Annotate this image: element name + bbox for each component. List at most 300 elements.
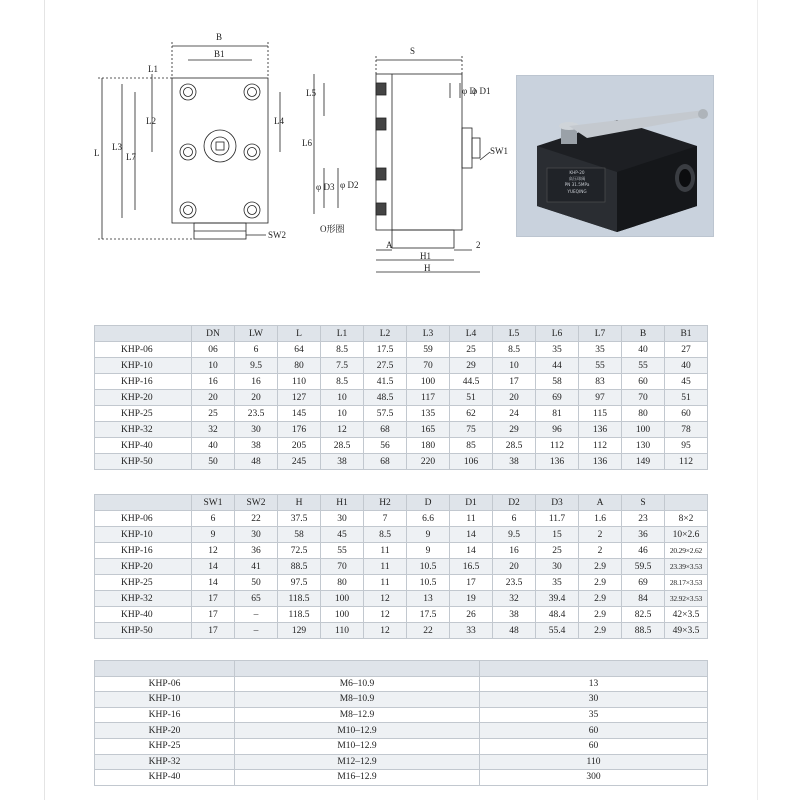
table-cell: 12	[364, 623, 407, 639]
model-cell: KHP-32	[95, 754, 235, 770]
table-cell: M12–12.9	[235, 754, 480, 770]
table-cell: 06	[192, 342, 235, 358]
table-cell: 10	[321, 390, 364, 406]
table-header-row	[95, 495, 708, 511]
table-cell: 30	[235, 422, 278, 438]
model-cell: KHP-16	[95, 543, 192, 559]
table-cell: 10×2.6	[665, 527, 708, 543]
dim-label-l6: L6	[302, 138, 312, 148]
table-cell: 7.5	[321, 358, 364, 374]
table-cell: 29	[450, 358, 493, 374]
table-cell: 28.5	[493, 438, 536, 454]
table-header-row	[95, 661, 708, 677]
table-cell: 136	[536, 454, 579, 470]
table-cell: 58	[536, 374, 579, 390]
table-cell: 81	[536, 406, 579, 422]
table-cell: 28.17×3.53	[665, 575, 708, 591]
table-cell: 23.39×3.53	[665, 559, 708, 575]
table-row	[95, 454, 708, 470]
column-header: H	[278, 495, 321, 511]
page-margin-line-right	[757, 0, 758, 800]
table-cell: 32.92×3.53	[665, 591, 708, 607]
column-header	[235, 661, 480, 677]
table-cell: 96	[536, 422, 579, 438]
column-header: L2	[364, 326, 407, 342]
table-cell: 2.9	[579, 591, 622, 607]
table-cell: 39.4	[536, 591, 579, 607]
table-cell: 165	[407, 422, 450, 438]
table-cell: 33	[450, 623, 493, 639]
table-cell: 100	[407, 374, 450, 390]
table-cell: 49×3.5	[665, 623, 708, 639]
table-cell: 51	[450, 390, 493, 406]
dim-label-phi-d3: φ D3	[316, 182, 335, 192]
table-cell: 2.9	[579, 623, 622, 639]
side-body-outline	[376, 74, 462, 230]
bolt-torque-table	[94, 660, 708, 786]
table-cell: 60	[665, 406, 708, 422]
table-cell: 16.5	[450, 559, 493, 575]
table-cell: 27	[665, 342, 708, 358]
table-cell: 9	[407, 527, 450, 543]
table-cell: M8–12.9	[235, 707, 480, 723]
table-cell: 23.5	[235, 406, 278, 422]
table-cell: 55	[622, 358, 665, 374]
table-cell: 75	[450, 422, 493, 438]
dim-label-sw2: SW2	[268, 230, 286, 240]
table-cell: 300	[480, 770, 708, 786]
model-cell: KHP-25	[95, 738, 235, 754]
table-cell: 80	[321, 575, 364, 591]
table-cell: 40	[665, 358, 708, 374]
table-cell: 48	[235, 454, 278, 470]
table-cell: 8.5	[364, 527, 407, 543]
table-row	[95, 374, 708, 390]
table-cell: 129	[278, 623, 321, 639]
table-cell: 27.5	[364, 358, 407, 374]
table-cell: 83	[579, 374, 622, 390]
table-row	[95, 770, 708, 786]
table-cell: M6–10.9	[235, 676, 480, 692]
table-row	[95, 390, 708, 406]
valve-illustration	[517, 76, 713, 236]
table-cell: 50	[235, 575, 278, 591]
table-cell: 2	[579, 543, 622, 559]
table-cell: 11.7	[536, 511, 579, 527]
model-cell: KHP-50	[95, 454, 192, 470]
column-header	[95, 495, 192, 511]
table-cell: 55	[321, 543, 364, 559]
table-cell: 40	[192, 438, 235, 454]
table-cell: 118.5	[278, 607, 321, 623]
column-header: D2	[493, 495, 536, 511]
table-cell: 68	[364, 422, 407, 438]
table-cell: 17.5	[407, 607, 450, 623]
table-cell: 12	[364, 591, 407, 607]
table-cell: 115	[579, 406, 622, 422]
table-cell: 14	[192, 559, 235, 575]
table-cell: 100	[321, 591, 364, 607]
table-cell: 17	[493, 374, 536, 390]
column-header: L4	[450, 326, 493, 342]
table-cell: 35	[536, 575, 579, 591]
table-cell: 38	[493, 454, 536, 470]
table-cell: 149	[622, 454, 665, 470]
table-cell: 95	[665, 438, 708, 454]
model-cell: KHP-16	[95, 707, 235, 723]
table-cell: 65	[235, 591, 278, 607]
table-cell: 8.5	[321, 374, 364, 390]
column-header: L6	[536, 326, 579, 342]
table-cell: 16	[235, 374, 278, 390]
model-cell: KHP-40	[95, 438, 192, 454]
column-header: H2	[364, 495, 407, 511]
table-cell: 45	[321, 527, 364, 543]
table-cell: 97.5	[278, 575, 321, 591]
table-cell: 88.5	[622, 623, 665, 639]
nameplate-line-2: 高压球阀	[568, 176, 586, 182]
table-row	[95, 607, 708, 623]
table-cell: 69	[622, 575, 665, 591]
table-cell: 22	[407, 623, 450, 639]
model-cell: KHP-10	[95, 358, 192, 374]
table-cell: 12	[192, 543, 235, 559]
model-cell: KHP-32	[95, 591, 192, 607]
column-header: SW1	[192, 495, 235, 511]
table-cell: 58	[278, 527, 321, 543]
table-cell: 17	[192, 591, 235, 607]
model-cell: KHP-40	[95, 607, 192, 623]
table-cell: 22	[235, 511, 278, 527]
table-cell: 110	[278, 374, 321, 390]
model-cell: KHP-25	[95, 406, 192, 422]
table-cell: 10.5	[407, 559, 450, 575]
dim-label-phi-d1: φ D1	[472, 86, 491, 96]
dim-label-l2: L2	[146, 116, 156, 126]
table-cell: 14	[450, 543, 493, 559]
table-row	[95, 623, 708, 639]
table-cell: 38	[493, 607, 536, 623]
dim-label-phi-d: φ D	[462, 86, 476, 96]
column-header: B1	[665, 326, 708, 342]
table-cell: 2.9	[579, 607, 622, 623]
table-cell: 20	[493, 390, 536, 406]
table-cell: 118.5	[278, 591, 321, 607]
table-cell: 13	[480, 676, 708, 692]
table-cell: 11	[364, 559, 407, 575]
table-cell: 30	[321, 511, 364, 527]
table-row	[95, 591, 708, 607]
table-cell: 10	[321, 406, 364, 422]
table-cell: 64	[278, 342, 321, 358]
table-cell: 48.4	[536, 607, 579, 623]
table-cell: 85	[450, 438, 493, 454]
table-cell: 12	[364, 607, 407, 623]
table-cell: 62	[450, 406, 493, 422]
table-cell: M10–12.9	[235, 723, 480, 739]
table-cell: 12	[321, 422, 364, 438]
table-cell: 6	[493, 511, 536, 527]
table-cell: 19	[450, 591, 493, 607]
column-header: S	[622, 495, 665, 511]
column-header: B	[622, 326, 665, 342]
table-cell: 55	[579, 358, 622, 374]
table-cell: 15	[536, 527, 579, 543]
table-cell: 1.6	[579, 511, 622, 527]
front-view-drawing	[90, 28, 300, 258]
column-header	[665, 495, 708, 511]
table-cell: 25	[536, 543, 579, 559]
table-cell: 2.9	[579, 559, 622, 575]
table-row	[95, 438, 708, 454]
nameplate-line-1: KHP-20	[569, 170, 585, 175]
model-cell: KHP-40	[95, 770, 235, 786]
table-row	[95, 342, 708, 358]
model-cell: KHP-20	[95, 390, 192, 406]
model-cell: KHP-20	[95, 723, 235, 739]
dim-label-l1: L1	[148, 64, 158, 74]
table-cell: 17.5	[364, 342, 407, 358]
model-cell: KHP-25	[95, 575, 192, 591]
table-cell: M10–12.9	[235, 738, 480, 754]
dim-label-b: B	[216, 32, 223, 42]
column-header: A	[579, 495, 622, 511]
table-cell: 2	[579, 527, 622, 543]
model-cell: KHP-50	[95, 623, 192, 639]
table-cell: 80	[622, 406, 665, 422]
table-cell: 11	[364, 575, 407, 591]
table-cell: 117	[407, 390, 450, 406]
table-row	[95, 422, 708, 438]
table-row	[95, 723, 708, 739]
table-cell: 97	[579, 390, 622, 406]
valve-product-photo	[516, 75, 714, 237]
table-cell: 45	[665, 374, 708, 390]
table-cell: 59.5	[622, 559, 665, 575]
table-cell: 176	[278, 422, 321, 438]
table-cell: 50	[192, 454, 235, 470]
table-cell: 112	[665, 454, 708, 470]
column-header: D3	[536, 495, 579, 511]
model-cell: KHP-32	[95, 422, 192, 438]
dimension-table-2	[94, 494, 708, 639]
table-cell: 16	[192, 374, 235, 390]
table-cell: 35	[536, 342, 579, 358]
column-header: L5	[493, 326, 536, 342]
column-header: LW	[235, 326, 278, 342]
table-cell: 11	[450, 511, 493, 527]
table-cell: 8.5	[493, 342, 536, 358]
table-row	[95, 754, 708, 770]
table-cell: –	[235, 607, 278, 623]
table-cell: 220	[407, 454, 450, 470]
table-row	[95, 738, 708, 754]
table-cell: 20	[493, 559, 536, 575]
dim-label-b1: B1	[214, 49, 225, 59]
table-row	[95, 511, 708, 527]
table-cell: 35	[579, 342, 622, 358]
table-row	[95, 676, 708, 692]
table-cell: 32	[192, 422, 235, 438]
table-cell: 20	[235, 390, 278, 406]
table-cell: 145	[278, 406, 321, 422]
table-cell: 30	[536, 559, 579, 575]
table-cell: 13	[407, 591, 450, 607]
table-cell: 55.4	[536, 623, 579, 639]
table-cell: 36	[235, 543, 278, 559]
table-cell: 60	[480, 738, 708, 754]
dim-label-a: A	[386, 240, 393, 250]
table-cell: 60	[480, 723, 708, 739]
table-cell: 30	[480, 692, 708, 708]
nameplate-text	[549, 170, 605, 195]
table-cell: M16–12.9	[235, 770, 480, 786]
column-header: L1	[321, 326, 364, 342]
table-cell: 130	[622, 438, 665, 454]
table-cell: 135	[407, 406, 450, 422]
column-header: DN	[192, 326, 235, 342]
table-row	[95, 692, 708, 708]
table-cell: 41.5	[364, 374, 407, 390]
table-cell: 11	[364, 543, 407, 559]
table-cell: 23.5	[493, 575, 536, 591]
table-cell: 37.5	[278, 511, 321, 527]
column-header: D1	[450, 495, 493, 511]
table-cell: 17	[192, 623, 235, 639]
dim-label-l4: L4	[274, 116, 284, 126]
nameplate-line-3: PN 31.5MPa	[564, 182, 590, 188]
table-cell: 60	[622, 374, 665, 390]
side-view-drawing	[300, 38, 510, 278]
dim-label-phi-d2: φ D2	[340, 180, 359, 190]
column-header: L3	[407, 326, 450, 342]
table-cell: 6	[235, 342, 278, 358]
dim-label-l: L	[94, 148, 100, 158]
table-cell: 136	[579, 422, 622, 438]
table-cell: 20.29×2.62	[665, 543, 708, 559]
table-cell: 41	[235, 559, 278, 575]
model-cell: KHP-06	[95, 342, 192, 358]
table-row	[95, 707, 708, 723]
dim-label-l7: L7	[126, 152, 136, 162]
table-cell: 42×3.5	[665, 607, 708, 623]
table-cell: 110	[321, 623, 364, 639]
table-cell: 36	[622, 527, 665, 543]
dim-label-sw1: SW1	[490, 146, 508, 156]
table-cell: 38	[321, 454, 364, 470]
table-cell: 110	[480, 754, 708, 770]
table-cell: 136	[579, 454, 622, 470]
model-cell: KHP-06	[95, 511, 192, 527]
table-cell: 78	[665, 422, 708, 438]
model-cell: KHP-20	[95, 559, 192, 575]
table-cell: 44	[536, 358, 579, 374]
table-cell: 46	[622, 543, 665, 559]
dim-label-l3: L3	[112, 142, 122, 152]
table-cell: 112	[579, 438, 622, 454]
table-cell: 69	[536, 390, 579, 406]
table-cell: 8.5	[321, 342, 364, 358]
dimension-table-1	[94, 325, 708, 470]
table-cell: 17	[450, 575, 493, 591]
table-cell: 26	[450, 607, 493, 623]
table-cell: 127	[278, 390, 321, 406]
table-cell: 7	[364, 511, 407, 527]
table-cell: M8–10.9	[235, 692, 480, 708]
page-margin-line-left	[44, 0, 45, 800]
table-cell: 70	[407, 358, 450, 374]
dim-label-l5: L5	[306, 88, 316, 98]
model-cell: KHP-16	[95, 374, 192, 390]
table-cell: 8×2	[665, 511, 708, 527]
table-row	[95, 559, 708, 575]
table-row	[95, 575, 708, 591]
table-cell: 88.5	[278, 559, 321, 575]
column-header	[480, 661, 708, 677]
table-cell: 51	[665, 390, 708, 406]
table-cell: 25	[450, 342, 493, 358]
table-cell: 100	[321, 607, 364, 623]
table-cell: 10	[192, 358, 235, 374]
table-cell: 20	[192, 390, 235, 406]
nameplate-line-4: YUEQING	[567, 188, 587, 194]
table-cell: –	[235, 623, 278, 639]
table-cell: 6.6	[407, 511, 450, 527]
table-row	[95, 406, 708, 422]
table-cell: 10	[493, 358, 536, 374]
table-cell: 9.5	[493, 527, 536, 543]
o-ring-label: O形圈	[320, 224, 345, 234]
table-cell: 70	[622, 390, 665, 406]
table-cell: 84	[622, 591, 665, 607]
table-cell: 14	[450, 527, 493, 543]
table-cell: 17	[192, 607, 235, 623]
table-cell: 82.5	[622, 607, 665, 623]
model-cell: KHP-10	[95, 527, 192, 543]
table-cell: 2.9	[579, 575, 622, 591]
table-header-row	[95, 326, 708, 342]
table-cell: 59	[407, 342, 450, 358]
table-cell: 30	[235, 527, 278, 543]
table-cell: 10.5	[407, 575, 450, 591]
table-cell: 14	[192, 575, 235, 591]
table-cell: 9.5	[235, 358, 278, 374]
column-header: L	[278, 326, 321, 342]
table-cell: 29	[493, 422, 536, 438]
column-header: H1	[321, 495, 364, 511]
table-cell: 100	[622, 422, 665, 438]
table-cell: 6	[192, 511, 235, 527]
table-cell: 28.5	[321, 438, 364, 454]
table-cell: 23	[622, 511, 665, 527]
column-header: D	[407, 495, 450, 511]
table-row	[95, 358, 708, 374]
table-cell: 72.5	[278, 543, 321, 559]
table-cell: 205	[278, 438, 321, 454]
table-cell: 48	[493, 623, 536, 639]
column-header	[95, 326, 192, 342]
table-cell: 245	[278, 454, 321, 470]
table-cell: 112	[536, 438, 579, 454]
column-header: L7	[579, 326, 622, 342]
table-cell: 80	[278, 358, 321, 374]
dim-label-2: 2	[476, 240, 481, 250]
table-cell: 57.5	[364, 406, 407, 422]
table-cell: 9	[407, 543, 450, 559]
table-cell: 70	[321, 559, 364, 575]
dim-label-s: S	[410, 46, 416, 56]
table-cell: 106	[450, 454, 493, 470]
